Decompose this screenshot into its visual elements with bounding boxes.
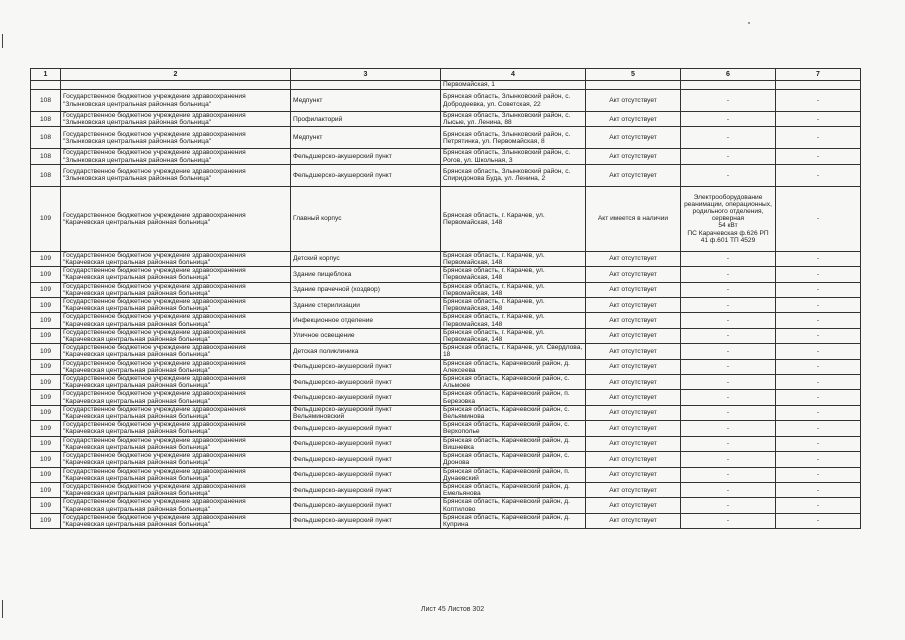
equipment-details: - (681, 313, 776, 328)
institution-name: Государственное бюджетное учреждение здравоохранения "Карачевская центральная районная больница" (61, 267, 291, 282)
row-number: 109 (31, 452, 61, 467)
table-row (31, 282, 861, 297)
institution-name: Государственное бюджетное учреждение здравоохранения "Карачевская центральная районная больница" (61, 313, 291, 328)
row-number: 109 (31, 390, 61, 405)
object-name: Инфекционное отделение (291, 313, 441, 328)
table-row (31, 90, 861, 112)
row-number: 108 (31, 90, 61, 112)
row-number: 109 (31, 375, 61, 390)
table-row (31, 251, 861, 266)
act-status: Акт отсутствует (586, 421, 681, 436)
equipment-details: - (681, 267, 776, 282)
equipment-details: - (681, 498, 776, 513)
institution-name: Государственное бюджетное учреждение здравоохранения "Карачевская центральная районная больница" (61, 390, 291, 405)
row-number: 109 (31, 313, 61, 328)
equipment-details: - (681, 405, 776, 420)
act-status: Акт отсутствует (586, 513, 681, 528)
page-footer: Лист 45 Листов 302 (420, 606, 485, 613)
institution-name: Государственное бюджетное учреждение здравоохранения "Карачевская центральная районная больница" (61, 186, 291, 251)
table-row (31, 482, 861, 497)
table-row (31, 390, 861, 405)
row-number: 109 (31, 282, 61, 297)
table-row (31, 421, 861, 436)
object-address: Брянская область, г. Карачев, ул. Первомайская, 148 (441, 298, 586, 313)
notes: - (776, 149, 861, 164)
row-number: 109 (31, 405, 61, 420)
equipment-details: - (681, 282, 776, 297)
object-address: Брянская область, г. Карачев, ул. Первомайская, 148 (441, 251, 586, 266)
row-number: 109 (31, 421, 61, 436)
object-name: Фельдшерско-акушерский пункт (291, 164, 441, 186)
institution-name: Государственное бюджетное учреждение здравоохранения "Злынковская центральная районная больница" (61, 90, 291, 112)
notes: - (776, 513, 861, 528)
scan-speck (748, 22, 750, 24)
notes: - (776, 282, 861, 297)
table-row (31, 328, 861, 343)
object-name: Уличное освещение (291, 328, 441, 343)
table-row (31, 313, 861, 328)
row-number: 109 (31, 298, 61, 313)
equipment-details: Электрооборудование реанимации, операционных, родильного отделения, серверная 54 кВт ПС Карачевская ф.626 РП 41 ф.601 ТП 4529 (681, 186, 776, 251)
table-row (31, 359, 861, 374)
column-header: 7 (776, 69, 861, 81)
table-row (31, 112, 861, 127)
table-row (31, 81, 861, 90)
row-number: 109 (31, 359, 61, 374)
row-number (31, 81, 61, 90)
equipment-details: - (681, 251, 776, 266)
equipment-details: - (681, 112, 776, 127)
institution-name: Государственное бюджетное учреждение здравоохранения "Карачевская центральная районная больница" (61, 452, 291, 467)
object-name: Фельдшерско-акушерский пункт (291, 421, 441, 436)
notes: - (776, 112, 861, 127)
act-status: Акт отсутствует (586, 164, 681, 186)
object-address: Брянская область, Карачевский район, п. Дунаевский (441, 467, 586, 482)
row-number: 109 (31, 328, 61, 343)
institution-name: Государственное бюджетное учреждение здравоохранения "Карачевская центральная районная больница" (61, 405, 291, 420)
act-status: Акт отсутствует (586, 498, 681, 513)
notes: - (776, 127, 861, 149)
equipment-details: - (681, 328, 776, 343)
act-status: Акт отсутствует (586, 390, 681, 405)
institution-name: Государственное бюджетное учреждение здравоохранения "Злынковская центральная районная больница" (61, 127, 291, 149)
table-row (31, 513, 861, 528)
row-number: 108 (31, 149, 61, 164)
table-row (31, 405, 861, 420)
institution-name: Государственное бюджетное учреждение здравоохранения "Карачевская центральная районная больница" (61, 282, 291, 297)
row-number: 109 (31, 513, 61, 528)
equipment-details: - (681, 359, 776, 374)
object-name: Фельдшерско-акушерский пункт (291, 375, 441, 390)
act-status: Акт отсутствует (586, 405, 681, 420)
margin-mark (2, 34, 3, 48)
table-row (31, 467, 861, 482)
object-name (291, 81, 441, 90)
object-name: Фельдшерско-акушерский пункт (291, 467, 441, 482)
notes: - (776, 467, 861, 482)
notes: - (776, 405, 861, 420)
table-row (31, 186, 861, 251)
notes: - (776, 436, 861, 451)
institution-name: Государственное бюджетное учреждение здравоохранения "Карачевская центральная районная больница" (61, 375, 291, 390)
notes: - (776, 251, 861, 266)
notes: - (776, 390, 861, 405)
table-body (31, 81, 861, 529)
table-row (31, 498, 861, 513)
notes: - (776, 267, 861, 282)
table-row (31, 344, 861, 359)
object-name: Фельдшерско-акушерский пункт (291, 149, 441, 164)
row-number: 109 (31, 186, 61, 251)
object-address: Брянская область, Карачевский район, с. Альмоее (441, 375, 586, 390)
column-header: 1 (31, 69, 61, 81)
act-status: Акт отсутствует (586, 452, 681, 467)
institution-name: Государственное бюджетное учреждение здравоохранения "Карачевская центральная районная больница" (61, 513, 291, 528)
object-address: Брянская область, Карачевский район, д. Емельянова (441, 482, 586, 497)
act-status: Акт отсутствует (586, 282, 681, 297)
object-name: Фельдшерско-акушерский пункт (291, 359, 441, 374)
equipment-details: - (681, 90, 776, 112)
column-header: 4 (441, 69, 586, 81)
objects-table (30, 68, 861, 529)
object-address: Брянская область, г. Карачев, ул. Первомайская, 148 (441, 267, 586, 282)
institution-name: Государственное бюджетное учреждение здравоохранения "Карачевская центральная районная больница" (61, 359, 291, 374)
object-address: Брянская область, г. Карачев, ул. Первомайская, 148 (441, 328, 586, 343)
act-status: Акт отсутствует (586, 436, 681, 451)
institution-name (61, 81, 291, 90)
object-name: Детский корпус (291, 251, 441, 266)
notes: - (776, 344, 861, 359)
object-address: Брянская область, г. Карачев, ул. Свердлова, 18 (441, 344, 586, 359)
object-address: Брянская область, Карачевский район, п. Березовка (441, 390, 586, 405)
equipment-details: - (681, 482, 776, 497)
institution-name: Государственное бюджетное учреждение здравоохранения "Злынковская центральная районная больница" (61, 164, 291, 186)
equipment-details: - (681, 467, 776, 482)
act-status: Акт имеется в наличии (586, 186, 681, 251)
object-name: Фельдшерско-акушерский пункт (291, 436, 441, 451)
act-status: Акт отсутствует (586, 313, 681, 328)
equipment-details (681, 81, 776, 90)
object-address: Брянская область, Карачевский район, с. Вельяминова (441, 405, 586, 420)
institution-name: Государственное бюджетное учреждение здравоохранения "Карачевская центральная районная больница" (61, 251, 291, 266)
notes: - (776, 375, 861, 390)
object-address: Брянская область, г. Карачев, ул. Первомайская, 148 (441, 282, 586, 297)
object-name: Детская поликлиника (291, 344, 441, 359)
table-row (31, 267, 861, 282)
act-status: Акт отсутствует (586, 251, 681, 266)
institution-name: Государственное бюджетное учреждение здравоохранения "Карачевская центральная районная больница" (61, 498, 291, 513)
object-name: Медпункт (291, 127, 441, 149)
object-address: Брянская область, Карачевский район, с. Верхополье (441, 421, 586, 436)
notes: - (776, 313, 861, 328)
equipment-details: - (681, 421, 776, 436)
column-header: 6 (681, 69, 776, 81)
object-address: Брянская область, Карачевский район, д. Коптилово (441, 498, 586, 513)
table-row (31, 298, 861, 313)
equipment-details: - (681, 344, 776, 359)
act-status: Акт отсутствует (586, 344, 681, 359)
equipment-details: - (681, 127, 776, 149)
object-address: Брянская область, Злынковский район, с. Спиридонова Буда, ул. Ленина, 2 (441, 164, 586, 186)
object-address: Брянская область, Злынковский район, с. Рогов, ул. Школьная, 3 (441, 149, 586, 164)
object-name: Здание прачечной (хоздвор) (291, 282, 441, 297)
row-number: 108 (31, 112, 61, 127)
equipment-details: - (681, 436, 776, 451)
act-status: Акт отсутствует (586, 467, 681, 482)
equipment-details: - (681, 298, 776, 313)
act-status: Акт отсутствует (586, 375, 681, 390)
row-number: 109 (31, 267, 61, 282)
table-row (31, 127, 861, 149)
object-address: Брянская область, Карачевский район, д. Алексеева (441, 359, 586, 374)
institution-name: Государственное бюджетное учреждение здравоохранения "Карачевская центральная районная больница" (61, 328, 291, 343)
equipment-details: - (681, 452, 776, 467)
equipment-details: - (681, 375, 776, 390)
institution-name: Государственное бюджетное учреждение здравоохранения "Карачевская центральная районная больница" (61, 467, 291, 482)
act-status: Акт отсутствует (586, 328, 681, 343)
act-status: Акт отсутствует (586, 482, 681, 497)
object-address: Брянская область, Карачевский район, с. Дронова (441, 452, 586, 467)
row-number: 109 (31, 436, 61, 451)
object-name: Фельдшерско-акушерский пункт (291, 452, 441, 467)
notes: - (776, 421, 861, 436)
institution-name: Государственное бюджетное учреждение здравоохранения "Злынковская центральная районная больница" (61, 149, 291, 164)
notes: - (776, 359, 861, 374)
notes: - (776, 482, 861, 497)
act-status: Акт отсутствует (586, 298, 681, 313)
notes: - (776, 164, 861, 186)
act-status: Акт отсутствует (586, 112, 681, 127)
institution-name: Государственное бюджетное учреждение здравоохранения "Злынковская центральная районная больница" (61, 112, 291, 127)
row-number: 108 (31, 127, 61, 149)
act-status: Акт отсутствует (586, 90, 681, 112)
equipment-details: - (681, 149, 776, 164)
institution-name: Государственное бюджетное учреждение здравоохранения "Карачевская центральная районная больница" (61, 298, 291, 313)
object-address: Брянская область, г. Карачев, ул. Первомайская, 148 (441, 186, 586, 251)
object-name: Здание стерилизации (291, 298, 441, 313)
object-address: Брянская область, Карачевский район, д. Куприна (441, 513, 586, 528)
row-number: 108 (31, 164, 61, 186)
notes: - (776, 90, 861, 112)
object-name: Профилакторий (291, 112, 441, 127)
object-name: Фельдшерско-акушерский пункт (291, 390, 441, 405)
institution-name: Государственное бюджетное учреждение здравоохранения "Карачевская центральная районная больница" (61, 344, 291, 359)
notes (776, 81, 861, 90)
table-row (31, 436, 861, 451)
object-address: Первомайская, 1 (441, 81, 586, 90)
object-address: Брянская область, Злынковский район, с. Петрятинка, ул. Первомайская, 8 (441, 127, 586, 149)
object-address: Брянская область, Злынковский район, с. Лысые, ул. Ленина, 88 (441, 112, 586, 127)
notes: - (776, 298, 861, 313)
act-status: Акт отсутствует (586, 359, 681, 374)
table-row (31, 375, 861, 390)
notes: - (776, 328, 861, 343)
object-name: Медпункт (291, 90, 441, 112)
object-address: Брянская область, Злынковский район, с. Добродеевка, ул. Советская, 22 (441, 90, 586, 112)
column-header: 5 (586, 69, 681, 81)
object-address: Брянская область, Карачевский район, д. Вишневка (441, 436, 586, 451)
row-number: 109 (31, 467, 61, 482)
table-row (31, 164, 861, 186)
institution-name: Государственное бюджетное учреждение здравоохранения "Карачевская центральная районная больница" (61, 482, 291, 497)
equipment-details: - (681, 164, 776, 186)
object-address: Брянская область, г. Карачев, ул. Первомайская, 148 (441, 313, 586, 328)
row-number: 109 (31, 344, 61, 359)
column-header: 2 (61, 69, 291, 81)
row-number: 109 (31, 498, 61, 513)
institution-name: Государственное бюджетное учреждение здравоохранения "Карачевская центральная районная больница" (61, 436, 291, 451)
notes: - (776, 498, 861, 513)
row-number: 109 (31, 482, 61, 497)
column-header: 3 (291, 69, 441, 81)
notes: - (776, 186, 861, 251)
object-name: Фельдшерско-акушерский пункт (291, 498, 441, 513)
act-status (586, 81, 681, 90)
object-name: Фельдшерско-акушерский пункт (291, 513, 441, 528)
table-row (31, 149, 861, 164)
equipment-details: - (681, 513, 776, 528)
object-name: Фельдшерско-акушерский пункт (291, 482, 441, 497)
table-row (31, 452, 861, 467)
object-name: Фельдшерско-акушерский пункт Вельяминовский (291, 405, 441, 420)
row-number: 109 (31, 251, 61, 266)
notes: - (776, 452, 861, 467)
equipment-details: - (681, 390, 776, 405)
act-status: Акт отсутствует (586, 149, 681, 164)
object-name: Главный корпус (291, 186, 441, 251)
institution-name: Государственное бюджетное учреждение здравоохранения "Карачевская центральная районная больница" (61, 421, 291, 436)
act-status: Акт отсутствует (586, 267, 681, 282)
act-status: Акт отсутствует (586, 127, 681, 149)
header-row (31, 69, 861, 81)
object-name: Здание пищеблока (291, 267, 441, 282)
